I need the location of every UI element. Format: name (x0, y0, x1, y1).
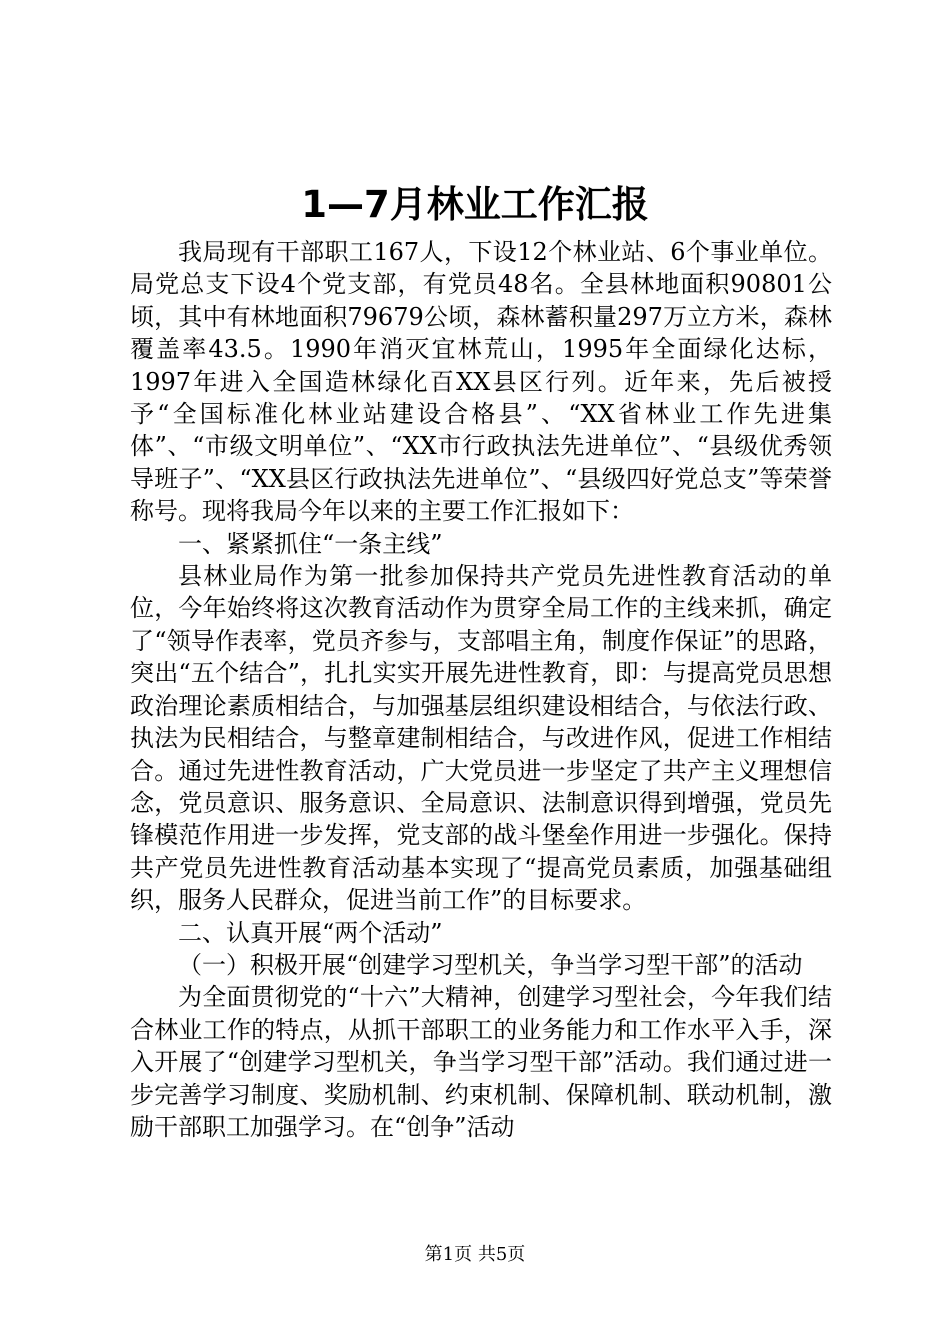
page-number-footer: 第1页 共5页 (424, 1244, 526, 1265)
subsection-heading-2-1: （一）积极开展“创建学习型机关，争当学习型干部”的活动 (178, 950, 803, 979)
paragraph-intro: 我局现有干部职工167人，下设12个林业站、6个事业单位。局党总支下设4个党支部，有党员48名。全县林地面积90801公顷，其中有林地面积79679公顷，森林蓄积量297万立方米，森林覆盖率43.5。1990年消灭宜林荒山，1995年全面绿化达标，1997年进入全国造林绿化百XX县区行列。近年来，先后被授予“全国标准化林业站建设合格县”、“XX省林业工作先进集体”、“市级文明单位”、“XX市行政执法先进单位”、“县级优秀领导班子”、“XX县区行政执法先进单位”、“县级四好党总支”等荣誉称号。现将我局今年以来的主要工作汇报如下： (130, 238, 832, 526)
paragraph-subsection-2-1: 为全面贯彻党的“十六”大精神，创建学习型社会，今年我们结合林业工作的特点，从抓干部职工的业务能力和工作水平入手，深入开展了“创建学习型机关，争当学习型干部”活动。我们通过进一步完善学习制度、奖励机制、约束机制、保障机制、联动机制，激励干部职工加强学习。在“创争”活动 (130, 983, 832, 1141)
document-body (130, 236, 832, 1143)
section-heading-1: 一、紧紧抓住“一条主线” (178, 529, 443, 558)
paragraph-section-1: 县林业局作为第一批参加保持共产党员先进性教育活动的单位，今年始终将这次教育活动作为贯穿全局工作的主线来抓，确定了“领导作表率，党员齐参与，支部唱主角，制度作保证”的思路，突出“五个结合”，扎扎实实开展先进性教育，即：与提高党员思想政治理论素质相结合，与加强基层组织建设相结合，与依法行政、执法为民相结合，与整章建制相结合，与改进作风，促进工作相结合。通过先进性教育活动，广大党员进一步坚定了共产主义理想信念，党员意识、服务意识、全局意识、法制意识得到增强，党员先锋模范作用进一步发挥，党支部的战斗堡垒作用进一步强化。保持共产党员先进性教育活动基本实现了“提高党员素质，加强基础组织，服务人民群众，促进当前工作”的目标要求。 (130, 562, 832, 915)
document-title: 1—7月林业工作汇报 (301, 183, 649, 226)
section-heading-2: 二、认真开展“两个活动” (178, 918, 443, 947)
